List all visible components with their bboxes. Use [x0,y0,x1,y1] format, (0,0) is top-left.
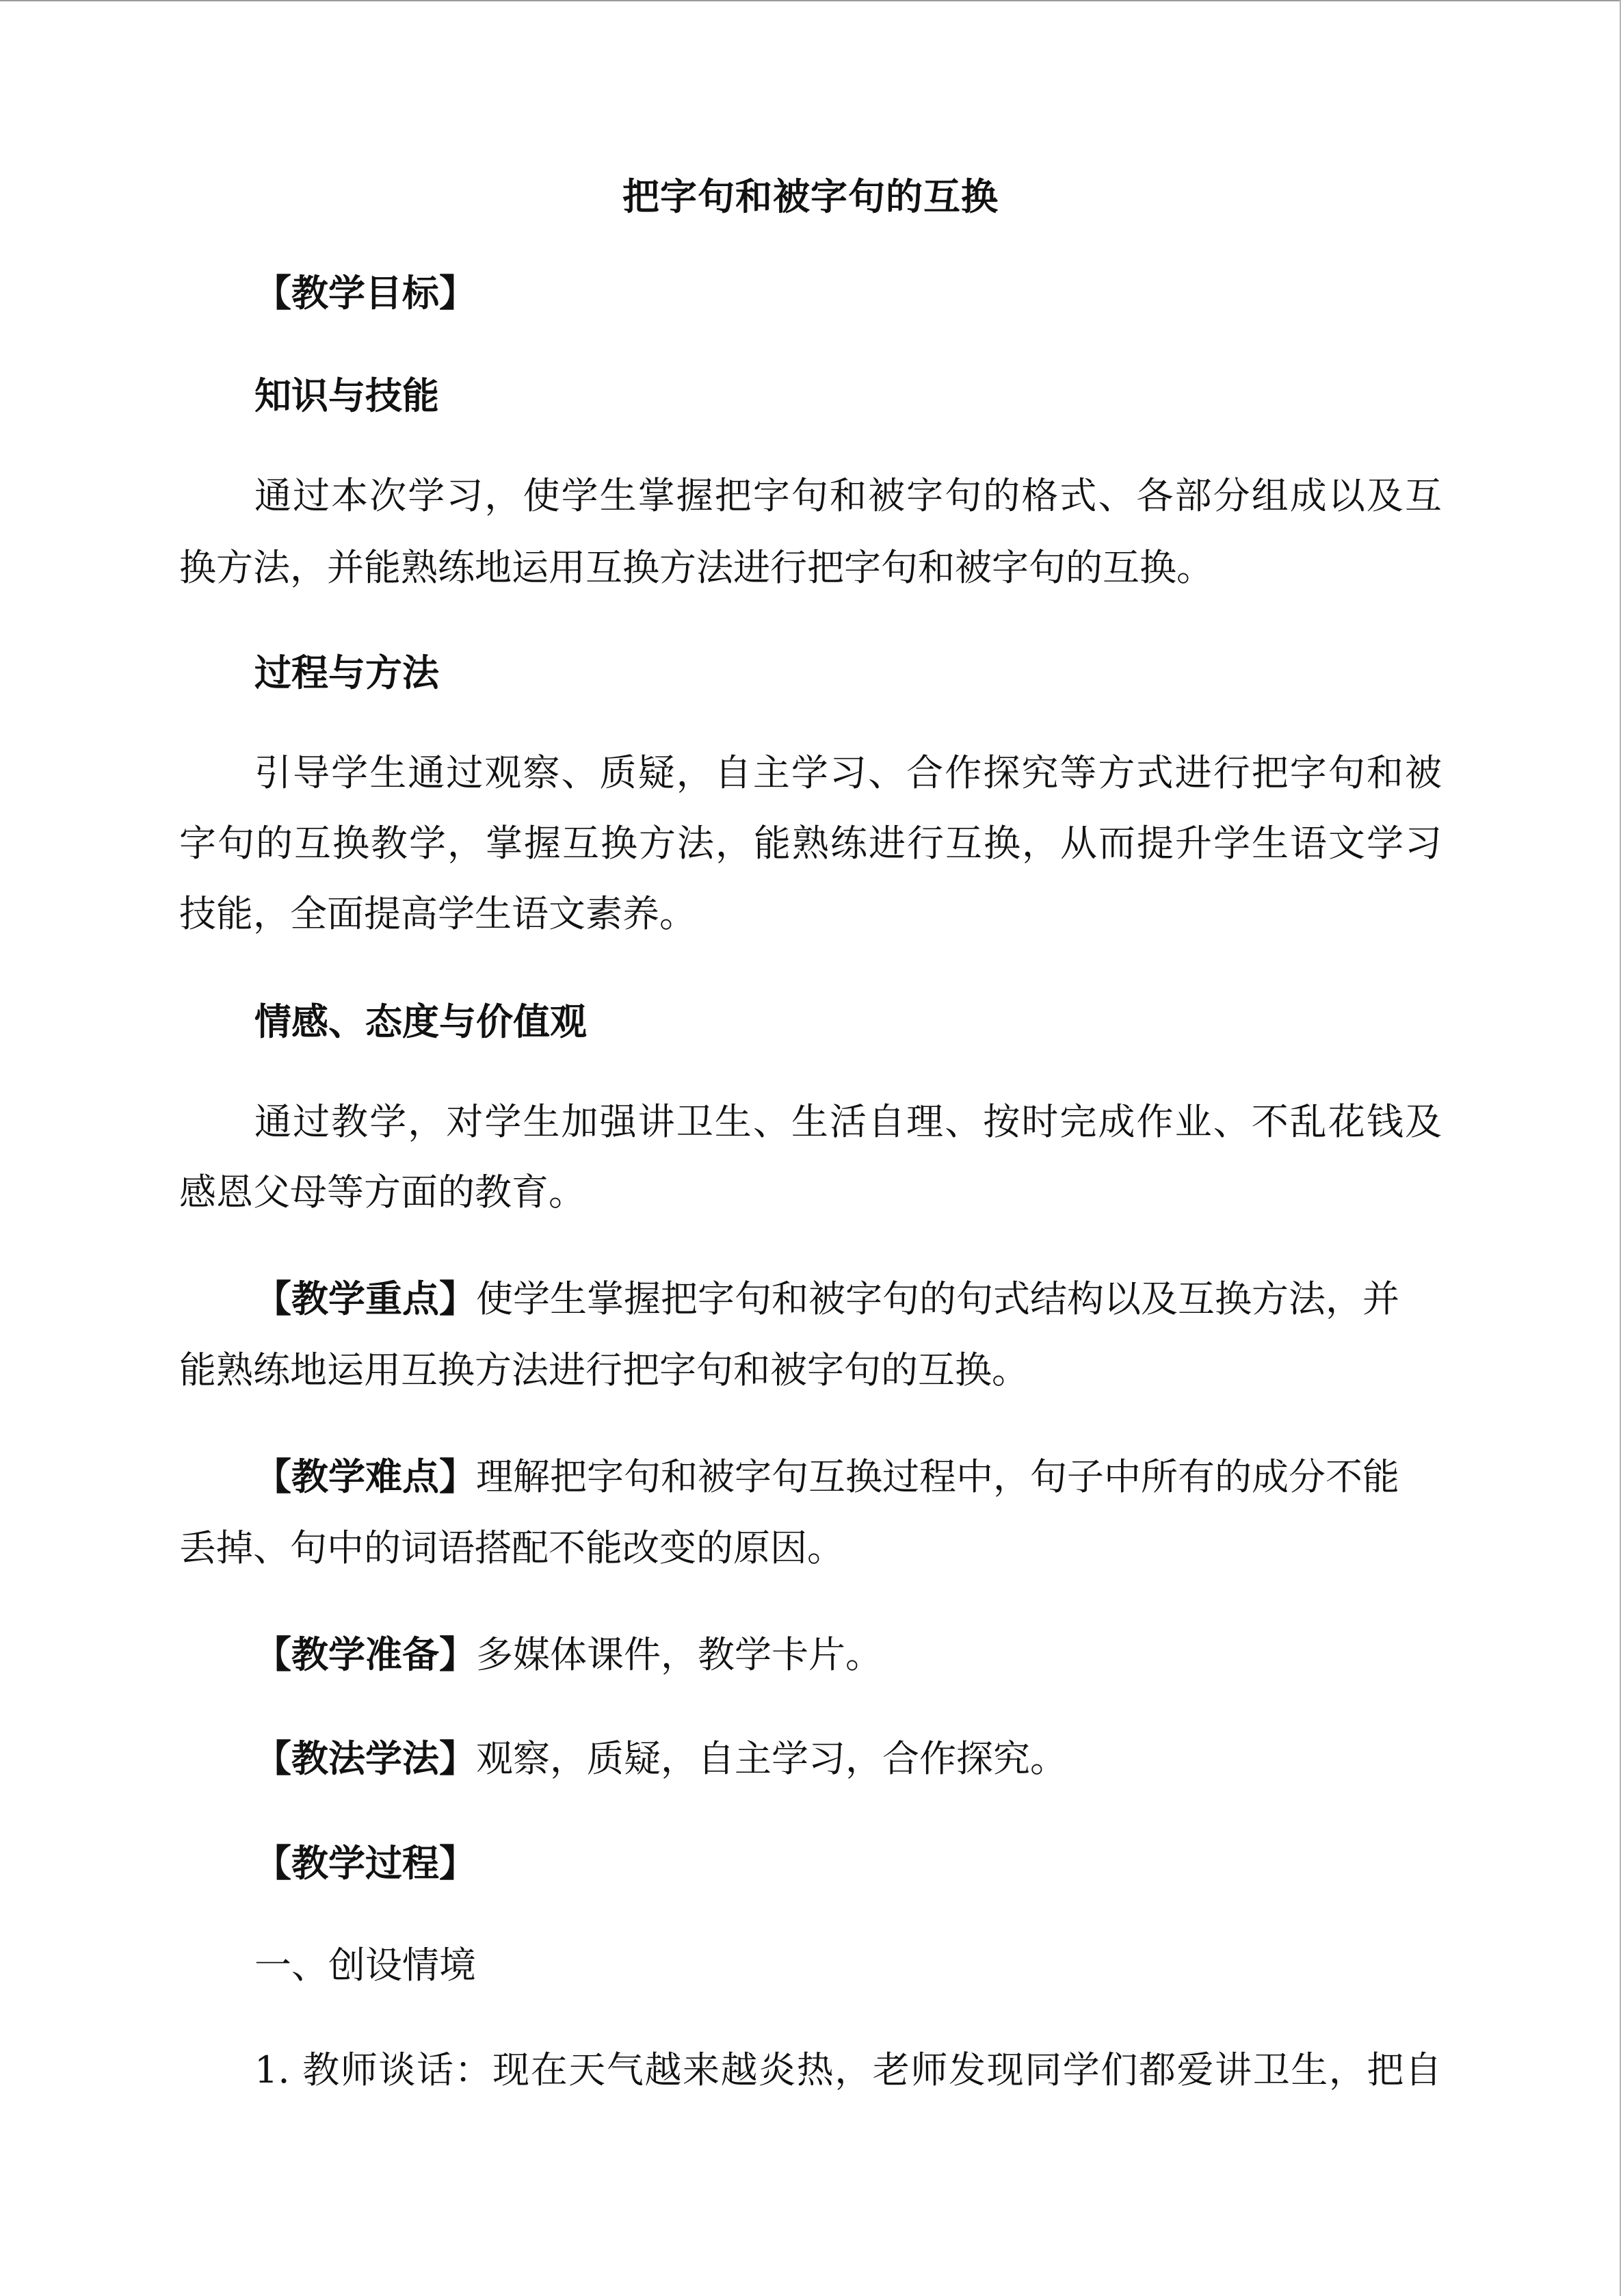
preparation-text: 多媒体课件，教学卡片。 [476,1633,882,1676]
process-line-2: 字句的互换教学，掌握互换方法，能熟练进行互换，从而提升学生语文学习 [179,822,1442,865]
difficulty-line-2: 丢掉、句中的词语搭配不能改变的原因。 [179,1526,844,1569]
emotion-heading: 情感、态度与价值观 [254,1000,587,1043]
methods-paragraph [254,1736,1517,1782]
difficulty-label: 【教学难点】 [254,1454,476,1498]
key-point-line-2: 能熟练地运用互换方法进行把字句和被字句的互换。 [179,1348,1029,1392]
key-point-label: 【教学重点】 [254,1277,476,1320]
emotion-line-1: 通过教学，对学生加强讲卫生、生活自理、按时完成作业、不乱花钱及 [254,1100,1442,1143]
methods-text: 观察，质疑，自主学习，合作探究。 [476,1737,1067,1780]
page-top-border [0,0,1621,1]
item-1-text: 1. 教师谈话：现在天气越来越炎热，老师发现同学们都爱讲卫生，把自 [254,2048,1442,2091]
preparation-paragraph [254,1632,1517,1678]
knowledge-heading: 知识与技能 [254,374,439,417]
objectives-heading: 【教学目标】 [254,271,476,315]
difficulty-line-1: 理解把字句和被字句互换过程中，句子中所有的成分不能 [476,1455,1399,1498]
difficulty-paragraph [254,1454,1442,1500]
preparation-label: 【教学准备】 [254,1632,476,1676]
document-title: 把字句和被字句的互换 [622,174,999,218]
key-point-line-1: 使学生掌握把字句和被字句的句式结构以及互换方法，并 [476,1277,1399,1320]
process-line-1: 引导学生通过观察、质疑，自主学习、合作探究等方式进行把字句和被 [254,751,1442,794]
knowledge-line-2: 换方法，并能熟练地运用互换方法进行把字句和被字句的互换。 [179,546,1213,589]
section-1-heading: 一、创设情境 [254,1944,476,1987]
knowledge-line-1: 通过本次学习，使学生掌握把字句和被字句的格式、各部分组成以及互 [254,474,1442,517]
process-section-heading: 【教学过程】 [254,1841,476,1885]
process-line-3: 技能，全面提高学生语文素养。 [179,892,696,935]
key-point-paragraph [254,1276,1442,1322]
methods-label: 【教法学法】 [254,1736,476,1780]
process-heading: 过程与方法 [254,651,439,694]
emotion-line-2: 感恩父母等方面的教育。 [179,1171,585,1214]
